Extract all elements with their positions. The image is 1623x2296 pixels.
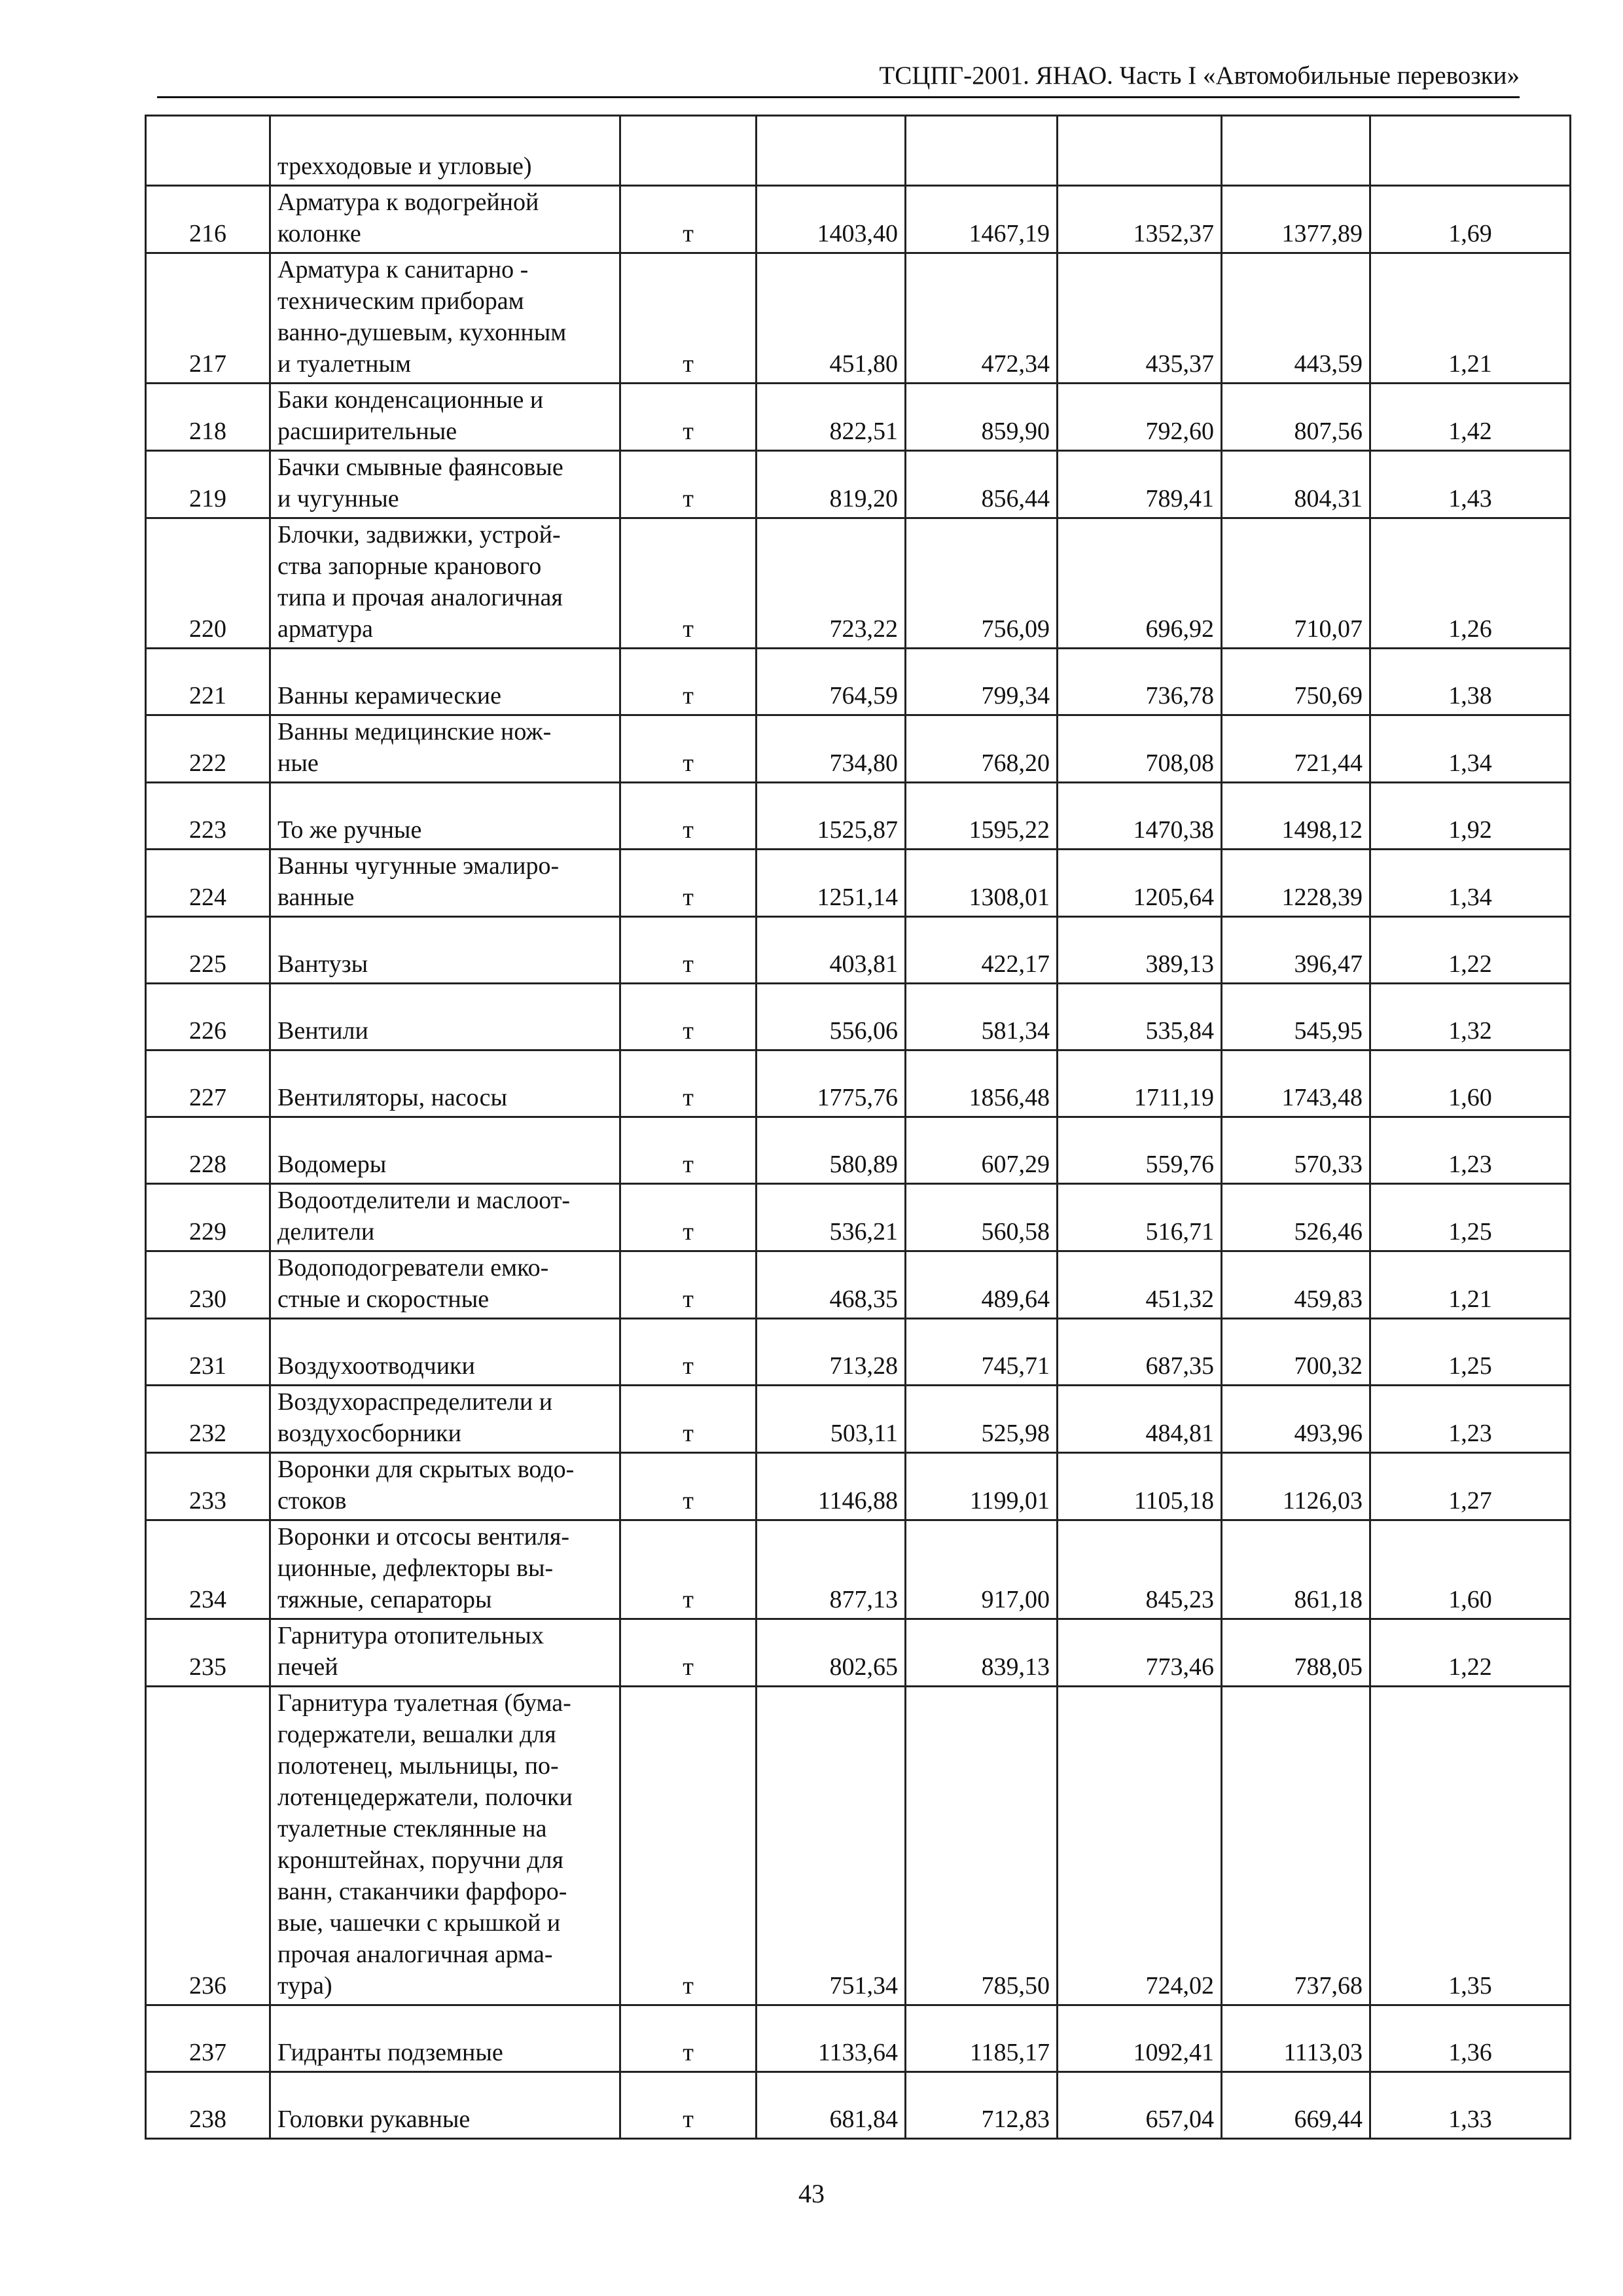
row-number: 221 (146, 649, 270, 715)
price-cell-3: 484,81 (1058, 1386, 1222, 1453)
unit-cell: т (620, 384, 757, 451)
price-cell-2: 712,83 (906, 2072, 1058, 2139)
row-number: 223 (146, 783, 270, 850)
price-cell-1: 764,59 (757, 649, 906, 715)
price-cell-4: 459,83 (1222, 1251, 1370, 1319)
price-cell-3: 789,41 (1058, 451, 1222, 518)
item-name: Ванны медицинские нож- ные (270, 715, 620, 783)
coefficient-cell: 1,33 (1370, 2072, 1571, 2139)
price-cell-3: 535,84 (1058, 984, 1222, 1050)
table-row (146, 2005, 1571, 2072)
price-cell-1: 713,28 (757, 1319, 906, 1386)
item-name: Баки конденсационные и расширительные (270, 384, 620, 451)
price-cell-4: 721,44 (1222, 715, 1370, 783)
price-cell-1: 1146,88 (757, 1453, 906, 1520)
item-name: Арматура к водогрейной колонке (270, 186, 620, 253)
price-cell-2: 859,90 (906, 384, 1058, 451)
price-table (145, 115, 1571, 2140)
coefficient-cell: 1,21 (1370, 253, 1571, 384)
price-cell-2: 839,13 (906, 1619, 1058, 1687)
row-number: 230 (146, 1251, 270, 1319)
unit-cell: т (620, 1319, 757, 1386)
unit-cell: т (620, 783, 757, 850)
row-number: 238 (146, 2072, 270, 2139)
price-cell-1: 734,80 (757, 715, 906, 783)
coefficient-cell: 1,27 (1370, 1453, 1571, 1520)
price-cell-2: 1308,01 (906, 850, 1058, 917)
price-cell-1: 556,06 (757, 984, 906, 1050)
item-name: Воздухоотводчики (270, 1319, 620, 1386)
price-cell-4: 1743,48 (1222, 1050, 1370, 1117)
row-number (146, 116, 270, 186)
table-row (146, 850, 1571, 917)
price-cell-4: 788,05 (1222, 1619, 1370, 1687)
coefficient-cell: 1,23 (1370, 1386, 1571, 1453)
item-name: Вантузы (270, 917, 620, 984)
price-cell-4: 545,95 (1222, 984, 1370, 1050)
unit-cell: т (620, 917, 757, 984)
table-row (146, 1687, 1571, 2005)
price-cell-3: 1711,19 (1058, 1050, 1222, 1117)
unit-cell: т (620, 1117, 757, 1184)
row-number: 218 (146, 384, 270, 451)
price-cell-1: 819,20 (757, 451, 906, 518)
coefficient-cell: 1,25 (1370, 1184, 1571, 1251)
price-cell-2: 607,29 (906, 1117, 1058, 1184)
price-cell-1: 723,22 (757, 518, 906, 649)
price-cell-4: 710,07 (1222, 518, 1370, 649)
unit-cell: т (620, 850, 757, 917)
coefficient-cell (1370, 116, 1571, 186)
continuation-row (146, 116, 1571, 186)
price-cell-3: 773,46 (1058, 1619, 1222, 1687)
table-row (146, 1319, 1571, 1386)
item-name: Воронки и отсосы вентиля- ционные, дефлекторы вы- тяжные, сепараторы (270, 1520, 620, 1619)
table-row (146, 1050, 1571, 1117)
price-cell-4: 807,56 (1222, 384, 1370, 451)
row-number: 216 (146, 186, 270, 253)
unit-cell: т (620, 186, 757, 253)
row-number: 236 (146, 1687, 270, 2005)
price-cell-1: 1133,64 (757, 2005, 906, 2072)
unit-cell: т (620, 1184, 757, 1251)
price-cell-1: 1403,40 (757, 186, 906, 253)
table-row (146, 518, 1571, 649)
price-cell-4: 1126,03 (1222, 1453, 1370, 1520)
price-cell (1058, 116, 1222, 186)
coefficient-cell: 1,69 (1370, 186, 1571, 253)
table-row (146, 1520, 1571, 1619)
item-name: Гарнитура туалетная (бума- годержатели, вешалки для полотенец, мыльницы, по- лотенцедержатели, полочки туалетные стеклянные на кронштейнах, поручни для ванн, стаканчики фарфоро- вые, чашечки с крышкой и прочая аналогичная арма- тура) (270, 1687, 620, 2005)
item-name: Гидранты подземные (270, 2005, 620, 2072)
coefficient-cell: 1,35 (1370, 1687, 1571, 2005)
unit-cell: т (620, 1453, 757, 1520)
coefficient-cell: 1,34 (1370, 715, 1571, 783)
price-cell (757, 116, 906, 186)
price-cell-3: 736,78 (1058, 649, 1222, 715)
price-cell-1: 681,84 (757, 2072, 906, 2139)
price-cell-4: 1377,89 (1222, 186, 1370, 253)
item-name: Вентиляторы, насосы (270, 1050, 620, 1117)
table-row (146, 1117, 1571, 1184)
row-number: 229 (146, 1184, 270, 1251)
item-name: Бачки смывные фаянсовые и чугунные (270, 451, 620, 518)
coefficient-cell: 1,34 (1370, 850, 1571, 917)
price-cell-3: 1205,64 (1058, 850, 1222, 917)
item-name: Блочки, задвижки, устрой- ства запорные кранового типа и прочая аналогичная арматура (270, 518, 620, 649)
coefficient-cell: 1,21 (1370, 1251, 1571, 1319)
price-cell-3: 696,92 (1058, 518, 1222, 649)
price-cell-1: 1251,14 (757, 850, 906, 917)
page-number: 43 (798, 2179, 825, 2208)
price-cell-3: 1352,37 (1058, 186, 1222, 253)
price-cell-1: 751,34 (757, 1687, 906, 2005)
table-row (146, 384, 1571, 451)
price-cell-4: 1113,03 (1222, 2005, 1370, 2072)
table-body (146, 116, 1571, 2139)
price-cell-3: 708,08 (1058, 715, 1222, 783)
price-cell-4: 1228,39 (1222, 850, 1370, 917)
price-cell-1: 822,51 (757, 384, 906, 451)
unit-cell: т (620, 649, 757, 715)
item-name: Водоподогреватели емко- стные и скоростные (270, 1251, 620, 1319)
price-cell-1: 580,89 (757, 1117, 906, 1184)
unit-cell: т (620, 518, 757, 649)
price-cell-4: 1498,12 (1222, 783, 1370, 850)
price-cell-2: 1467,19 (906, 186, 1058, 253)
price-cell-2: 422,17 (906, 917, 1058, 984)
unit-cell: т (620, 1687, 757, 2005)
price-cell-3: 657,04 (1058, 2072, 1222, 2139)
unit-cell: т (620, 1520, 757, 1619)
coefficient-cell: 1,22 (1370, 917, 1571, 984)
row-number: 219 (146, 451, 270, 518)
coefficient-cell: 1,25 (1370, 1319, 1571, 1386)
price-cell-1: 1775,76 (757, 1050, 906, 1117)
row-number: 237 (146, 2005, 270, 2072)
price-cell-3: 516,71 (1058, 1184, 1222, 1251)
running-header: ТСЦПГ-2001. ЯНАО. Часть I «Автомобильные перевозки» (879, 62, 1520, 90)
row-number: 234 (146, 1520, 270, 1619)
price-cell-3: 687,35 (1058, 1319, 1222, 1386)
price-cell (1222, 116, 1370, 186)
price-cell-2: 785,50 (906, 1687, 1058, 2005)
price-cell-1: 468,35 (757, 1251, 906, 1319)
price-cell-1: 403,81 (757, 917, 906, 984)
unit-cell: т (620, 1050, 757, 1117)
row-number: 226 (146, 984, 270, 1050)
coefficient-cell: 1,32 (1370, 984, 1571, 1050)
price-cell-2: 756,09 (906, 518, 1058, 649)
item-name: То же ручные (270, 783, 620, 850)
price-cell-1: 503,11 (757, 1386, 906, 1453)
coefficient-cell: 1,92 (1370, 783, 1571, 850)
item-name: Водоотделители и маслоот- делители (270, 1184, 620, 1251)
price-cell-4: 443,59 (1222, 253, 1370, 384)
price-cell-3: 845,23 (1058, 1520, 1222, 1619)
coefficient-cell: 1,42 (1370, 384, 1571, 451)
item-name: Ванны керамические (270, 649, 620, 715)
table-row (146, 1184, 1571, 1251)
price-cell-4: 396,47 (1222, 917, 1370, 984)
price-cell-1: 1525,87 (757, 783, 906, 850)
price-cell-3: 1105,18 (1058, 1453, 1222, 1520)
item-name: Водомеры (270, 1117, 620, 1184)
item-name: Гарнитура отопительных печей (270, 1619, 620, 1687)
table-row (146, 253, 1571, 384)
item-name: трехходовые и угловые) (270, 116, 620, 186)
unit-cell: т (620, 1251, 757, 1319)
price-cell-2: 856,44 (906, 451, 1058, 518)
price-cell-2: 1199,01 (906, 1453, 1058, 1520)
table-row (146, 1386, 1571, 1453)
price-cell-2: 799,34 (906, 649, 1058, 715)
price-cell-2: 917,00 (906, 1520, 1058, 1619)
table-row (146, 1619, 1571, 1687)
price-cell-2: 1856,48 (906, 1050, 1058, 1117)
table-row (146, 451, 1571, 518)
unit-cell: т (620, 1619, 757, 1687)
unit-cell: т (620, 2005, 757, 2072)
price-cell-2: 1185,17 (906, 2005, 1058, 2072)
price-cell-4: 526,46 (1222, 1184, 1370, 1251)
price-cell-4: 804,31 (1222, 451, 1370, 518)
price-cell-1: 536,21 (757, 1184, 906, 1251)
price-cell-2: 489,64 (906, 1251, 1058, 1319)
price-cell-4: 669,44 (1222, 2072, 1370, 2139)
row-number: 235 (146, 1619, 270, 1687)
header-rule (157, 96, 1520, 98)
item-name: Вентили (270, 984, 620, 1050)
coefficient-cell: 1,60 (1370, 1520, 1571, 1619)
price-cell-4: 750,69 (1222, 649, 1370, 715)
row-number: 233 (146, 1453, 270, 1520)
row-number: 217 (146, 253, 270, 384)
table-row (146, 984, 1571, 1050)
coefficient-cell: 1,26 (1370, 518, 1571, 649)
price-cell-2: 581,34 (906, 984, 1058, 1050)
row-number: 227 (146, 1050, 270, 1117)
price-cell-1: 877,13 (757, 1520, 906, 1619)
price-cell-3: 1092,41 (1058, 2005, 1222, 2072)
price-cell-3: 389,13 (1058, 917, 1222, 984)
unit-cell: т (620, 253, 757, 384)
row-number: 225 (146, 917, 270, 984)
price-cell-2: 768,20 (906, 715, 1058, 783)
coefficient-cell: 1,23 (1370, 1117, 1571, 1184)
table-row (146, 715, 1571, 783)
price-cell-1: 451,80 (757, 253, 906, 384)
row-number: 222 (146, 715, 270, 783)
coefficient-cell: 1,36 (1370, 2005, 1571, 2072)
item-name: Воронки для скрытых водо- стоков (270, 1453, 620, 1520)
item-name: Головки рукавные (270, 2072, 620, 2139)
price-cell-4: 570,33 (1222, 1117, 1370, 1184)
unit-cell: т (620, 2072, 757, 2139)
table-row (146, 1251, 1571, 1319)
table-row (146, 2072, 1571, 2139)
price-cell-3: 724,02 (1058, 1687, 1222, 2005)
price-cell-2: 525,98 (906, 1386, 1058, 1453)
price-cell-4: 493,96 (1222, 1386, 1370, 1453)
item-name: Воздухораспределители и воздухосборники (270, 1386, 620, 1453)
row-number: 228 (146, 1117, 270, 1184)
item-name: Арматура к санитарно - техническим приборам ванно-душевым, кухонным и туалетным (270, 253, 620, 384)
unit-cell: т (620, 984, 757, 1050)
row-number: 224 (146, 850, 270, 917)
table-row (146, 649, 1571, 715)
coefficient-cell: 1,38 (1370, 649, 1571, 715)
price-cell-3: 1470,38 (1058, 783, 1222, 850)
price-cell-4: 861,18 (1222, 1520, 1370, 1619)
table-row (146, 917, 1571, 984)
row-number: 231 (146, 1319, 270, 1386)
price-cell-3: 435,37 (1058, 253, 1222, 384)
coefficient-cell: 1,43 (1370, 451, 1571, 518)
price-cell-2: 472,34 (906, 253, 1058, 384)
price-cell (906, 116, 1058, 186)
unit-cell: т (620, 1386, 757, 1453)
row-number: 220 (146, 518, 270, 649)
price-cell-3: 792,60 (1058, 384, 1222, 451)
table-row (146, 186, 1571, 253)
item-name: Ванны чугунные эмалиро- ванные (270, 850, 620, 917)
unit-cell (620, 116, 757, 186)
price-cell-4: 700,32 (1222, 1319, 1370, 1386)
coefficient-cell: 1,22 (1370, 1619, 1571, 1687)
coefficient-cell: 1,60 (1370, 1050, 1571, 1117)
price-cell-2: 1595,22 (906, 783, 1058, 850)
table-row (146, 1453, 1571, 1520)
table-row (146, 783, 1571, 850)
row-number: 232 (146, 1386, 270, 1453)
price-cell-1: 802,65 (757, 1619, 906, 1687)
price-cell-2: 560,58 (906, 1184, 1058, 1251)
price-cell-2: 745,71 (906, 1319, 1058, 1386)
unit-cell: т (620, 715, 757, 783)
price-cell-4: 737,68 (1222, 1687, 1370, 2005)
price-cell-3: 559,76 (1058, 1117, 1222, 1184)
unit-cell: т (620, 451, 757, 518)
price-cell-3: 451,32 (1058, 1251, 1222, 1319)
